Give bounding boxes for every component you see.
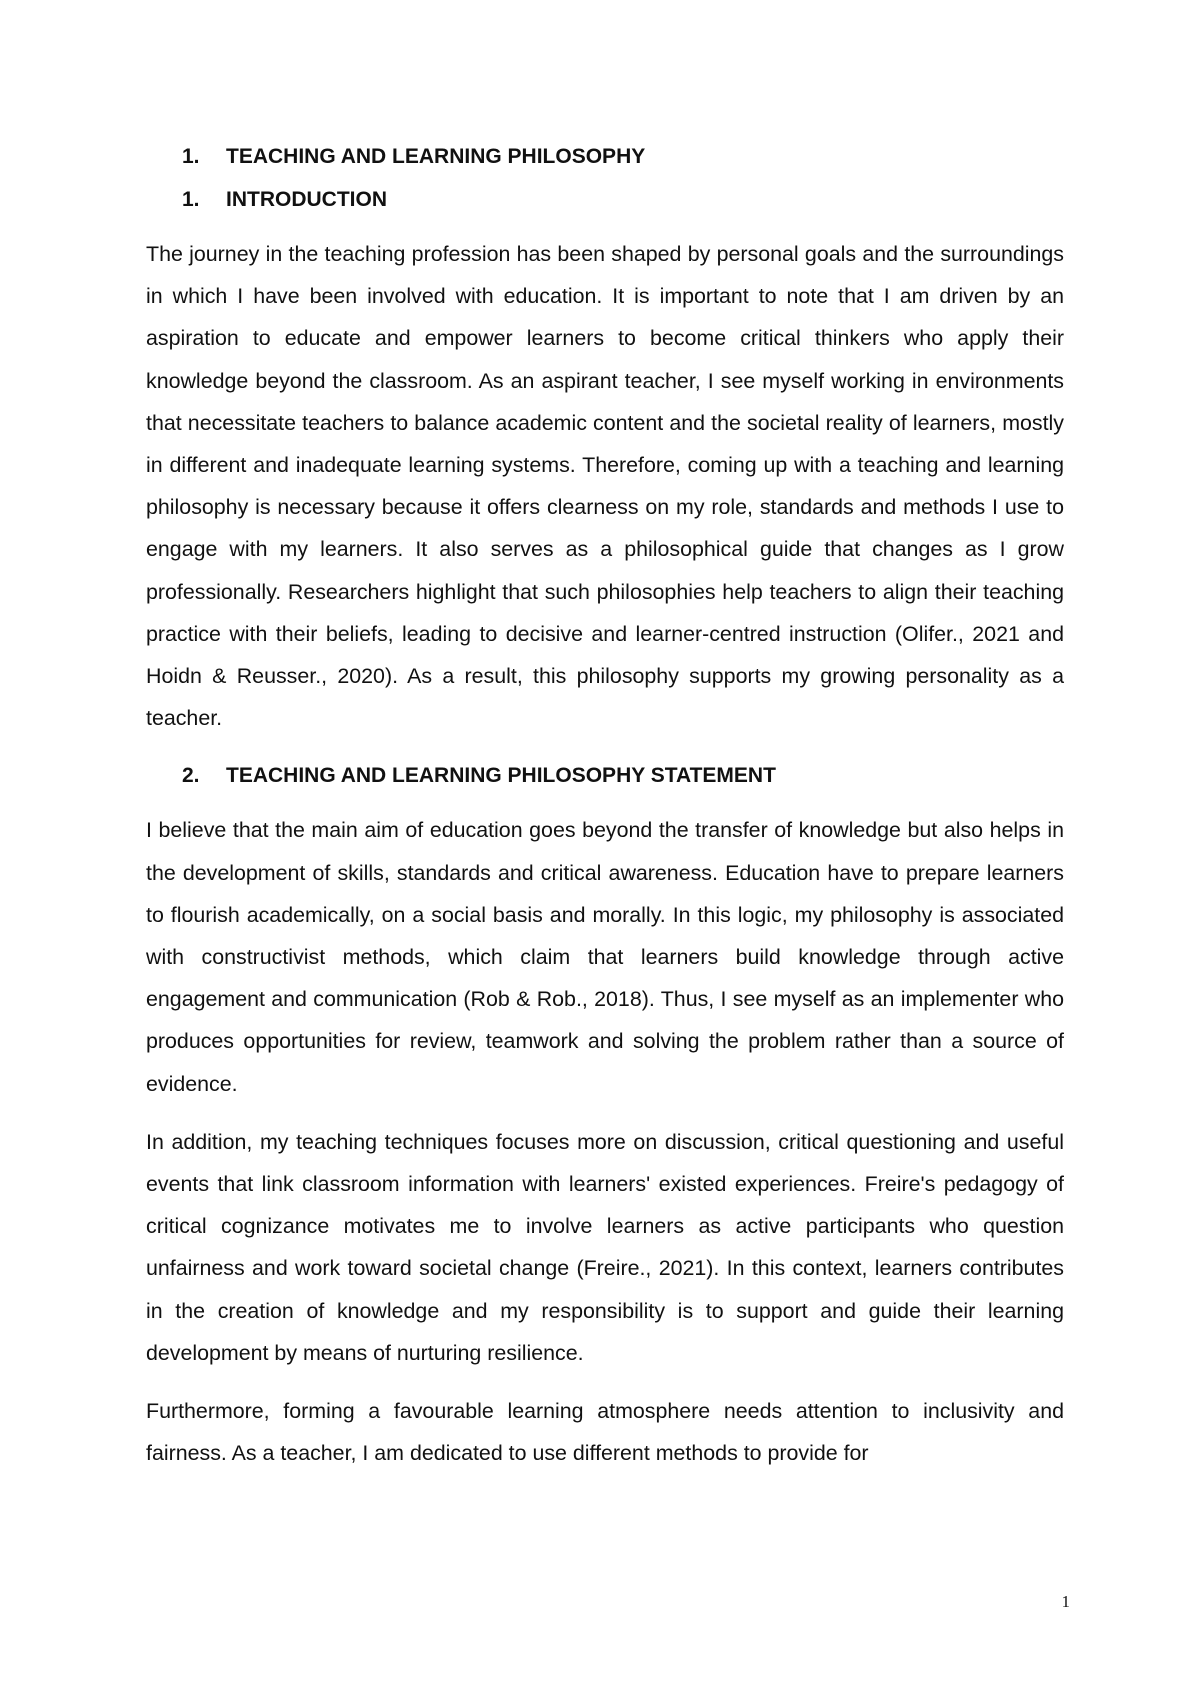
statement-paragraph-1: I believe that the main aim of education goes beyond the transfer of knowledge but also helps in the development of skills, standards and critical awareness. Education have to prepare learners to flourish academically, on a social basis and morally. In this logic, my philosophy is associated with constructivist methods, which claim that learners build knowledge through active engagement and communication (Rob & Rob., 2018). Thus, I see myself as an implementer who produces opportunities for review, teamwork and solving the problem rather than a source of evidence. [146, 818, 1064, 1096]
statement-paragraph-3: Furthermore, forming a favourable learning atmosphere needs attention to inclusivity and fairness. As a teacher, I am dedicated to use different methods to provide for [146, 1399, 1064, 1466]
introduction-paragraph: The journey in the teaching profession has been shaped by personal goals and the surroundings in which I have been involved with education. It is important to note that I am driven by an aspiration to educate and empower learners to become critical thinkers who apply their knowledge beyond the classroom. As an aspirant teacher, I see myself working in environments that necessitate teachers to balance academic content and the societal reality of learners, mostly in different and inadequate learning systems. Therefore, coming up with a teaching and learning philosophy is necessary because it offers clearness on my role, standards and methods I use to engage with my learners. It also serves as a philosophical guide that changes as I grow professionally. Researchers highlight that such philosophies help teachers to align their teaching practice with their beliefs, leading to decisive and learner-centred instruction (Olifer., 2021 and Hoidn & Reusser., 2020). As a result, this philosophy supports my growing personality as a teacher. [146, 242, 1064, 731]
heading-number: 1. [182, 188, 200, 211]
document-body [146, 142, 1064, 1490]
section-heading-statement [146, 761, 1064, 791]
heading-text: TEACHING AND LEARNING PHILOSOPHY STATEMENT [226, 764, 776, 788]
section-heading-main [146, 142, 1064, 172]
section-heading-introduction [146, 185, 1064, 215]
page-number: 1 [1061, 1592, 1070, 1611]
heading-number: 2. [182, 764, 200, 788]
heading-number: 1. [182, 145, 200, 168]
heading-text: TEACHING AND LEARNING PHILOSOPHY [226, 145, 646, 168]
statement-paragraph-2: In addition, my teaching techniques focuses more on discussion, critical questioning and useful events that link classroom information with learners' existed experiences. Freire's pedagogy of critical cognizance motivates me to involve learners as active participants who question unfairness and work toward societal change (Freire., 2021). In this context, learners contributes in the creation of knowledge and my responsibility is to support and guide their learning development by means of nurturing resilience. [146, 1129, 1064, 1365]
heading-text: INTRODUCTION [226, 188, 387, 211]
